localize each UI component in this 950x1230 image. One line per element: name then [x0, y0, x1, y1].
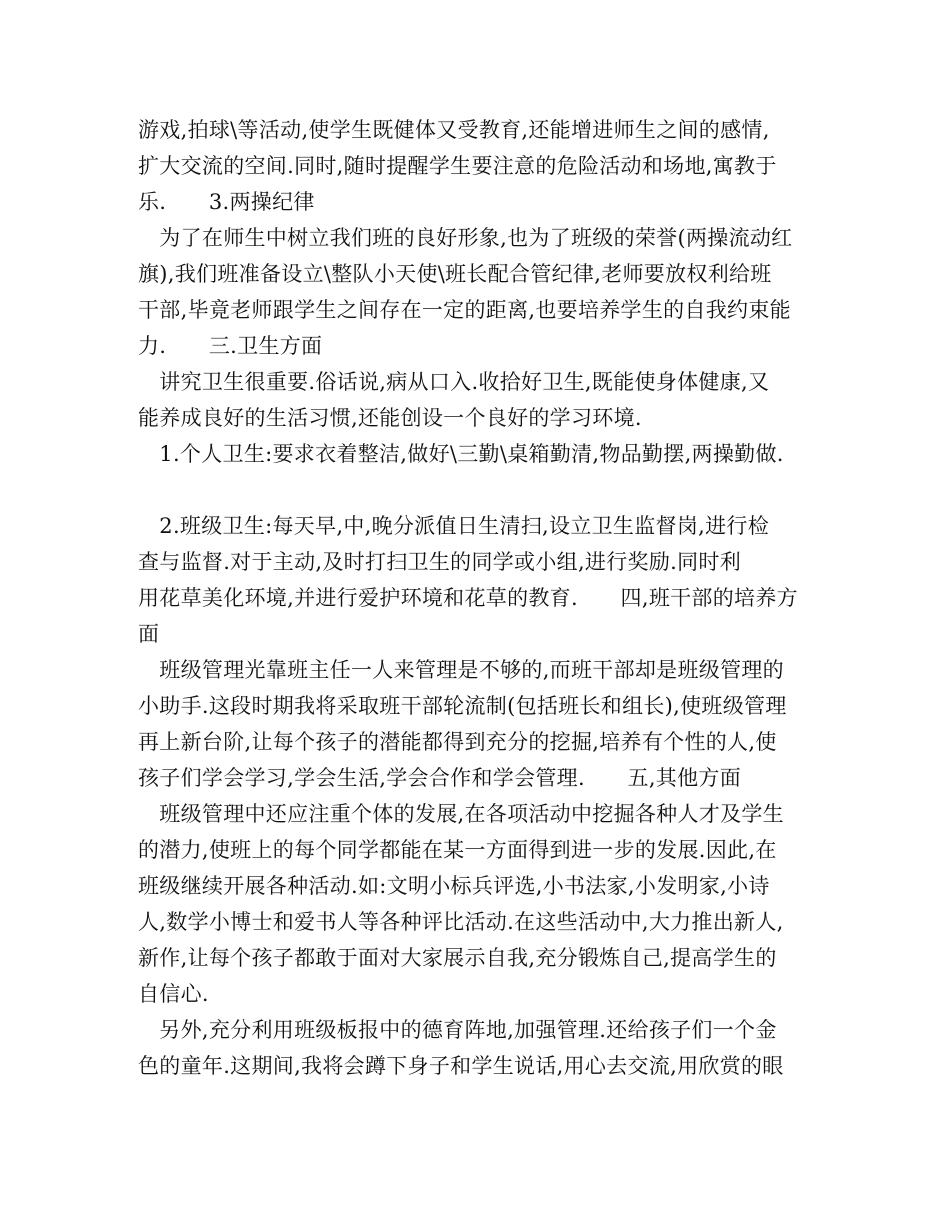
text-line: 游戏,拍球\等活动,使学生既健体又受教育,还能增进师生之间的感情,	[138, 118, 770, 142]
text-line: 乐. 3.两操纪律	[138, 190, 315, 214]
text-line: 面	[138, 622, 160, 646]
text-line: 班级管理中还应注重个体的发展,在各项活动中挖掘各种人才及学生	[138, 802, 784, 826]
text-line: 人,数学小博士和爱书人等各种评比活动.在这些活动中,大力推出新人,	[138, 910, 784, 934]
text-line: 查与监督.对于主动,及时打扫卫生的同学或小组,进行奖励.同时利	[138, 550, 741, 574]
text-line: 1.个人卫生:要求衣着整洁,做好\三勤\桌箱勤清,物品勤摆,两操勤做.	[138, 442, 784, 466]
text-line: 讲究卫生很重要.俗话说,病从口入.收拾好卫生,既能使身体健康,又	[138, 370, 770, 394]
text-line: 干部,毕竟老师跟学生之间存在一定的距离,也要培养学生的自我约束能	[138, 298, 791, 322]
text-line: 旗),我们班准备设立\整队小天使\班长配合管纪律,老师要放权利给班	[138, 262, 772, 286]
blank-line	[138, 472, 828, 508]
text-line: 用花草美化环境,并进行爱护环境和花草的教育. 四,班干部的培养方	[138, 586, 798, 610]
text-line: 为了在师生中树立我们班的良好形象,也为了班级的荣誉(两操流动红	[138, 226, 793, 250]
body-text	[138, 112, 828, 1084]
text-line: 另外,充分利用班级板报中的德育阵地,加强管理.还给孩子们一个金	[138, 1018, 777, 1042]
text-line: 能养成良好的生活习惯,还能创设一个良好的学习环境.	[138, 406, 642, 430]
text-line: 色的童年.这期间,我将会蹲下身子和学生说话,用心去交流,用欣赏的眼	[138, 1054, 784, 1078]
text-line: 班级管理光靠班主任一人来管理是不够的,而班干部却是班级管理的	[138, 658, 784, 682]
text-line: 再上新台阶,让每个孩子的潜能都得到充分的挖掘,培养有个性的人,使	[138, 730, 777, 754]
text-line: 班级继续开展各种活动.如:文明小标兵评选,小书法家,小发明家,小诗	[138, 874, 770, 898]
text-line: 力. 三.卫生方面	[138, 334, 323, 358]
text-line: 小助手.这段时期我将采取班干部轮流制(包括班长和组长),使班级管理	[138, 694, 787, 718]
text-line: 的潜力,使班上的每个同学都能在某一方面得到进一步的发展.因此,在	[138, 838, 777, 862]
text-line: 2.班级卫生:每天早,中,晚分派值日生清扫,设立卫生监督岗,进行检	[138, 514, 770, 538]
text-line: 新作,让每个孩子都敢于面对大家展示自我,充分锻炼自己,提高学生的	[138, 946, 777, 970]
text-line: 扩大交流的空间.同时,随时提醒学生要注意的危险活动和场地,寓教于	[138, 154, 777, 178]
text-line: 自信心.	[138, 982, 209, 1006]
text-line: 孩子们学会学习,学会生活,学会合作和学会管理. 五,其他方面	[138, 766, 741, 790]
